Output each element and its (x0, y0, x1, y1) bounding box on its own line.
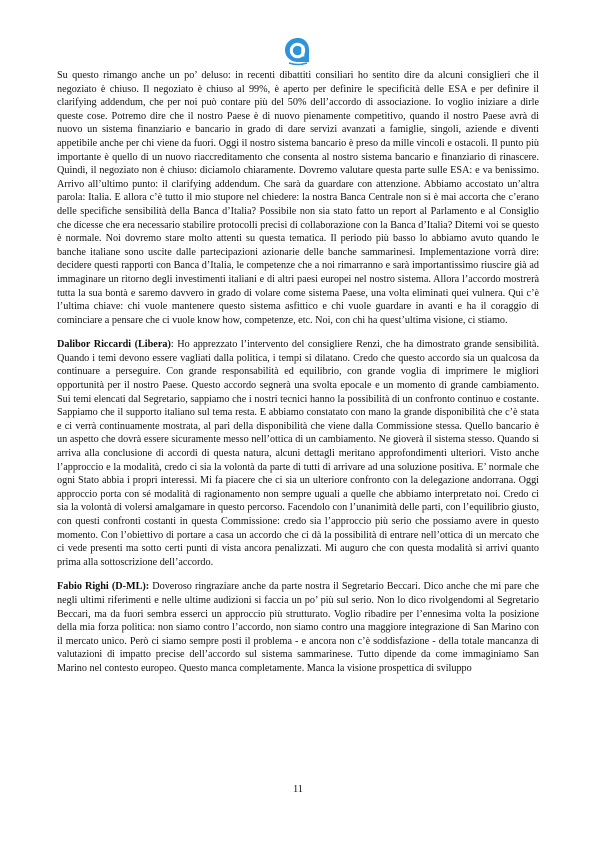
paragraph (57, 69, 539, 327)
a-logo-icon (283, 36, 313, 66)
paragraph (57, 338, 539, 569)
paragraph-text: : Ho apprezzato l’intervento del consigliere Renzi, che ha dimostrato grande sensibilità. Quando i temi devono essere vagliati dalla politica, i tempi si dilatano. Credo che questo accordo sia un qualcosa da continuare a perseguire. Con grande responsabilità ed equilibrio, con grande voglia di imprimere le migliori opportunità per il nostro Paese. Questo accordo segnerà una svolta epocale e un momento di grande cambiamento. Sui temi elencati dal Segretario, sappiamo che i nostri tecnici hanno la possibilità di un confronto continuo e costante. Sappiamo che il supporto italiano sul tema resta. E abbiamo constatato con mano la grande disponibilità che c’è stata e ci verrà continuamente mostrata, al pari della disponibilità che viene dalla Commissione stessa. Quello bancario è un aspetto che dovrà essere sicuramente messo nell’ottica di un cambiamento. Ne gioverà il sistema stesso. Quando si arriva alla conclusione di accordi di questa natura, alcuni dettagli meritano approfondimenti ulteriori. Visto anche l’approccio e la modalità, credo ci sia la volontà da parte di tutti di arrivare ad una soluzione positiva. E’ normale che ogni Stato abbia i propri interessi. Mi fa piacere che ci sia un ulteriore confronto con la delegazione andorrana. Oggi approccio porta con sé modalità di ragionamento non sempre uguali a quelle che abbiamo interpretato noi. Credo ci sia la volontà di volersi amalgamare in questo percorso. Facendolo con l’unanimità delle parti, con l’equilibrio giusto, con questi confronti costanti in questa Commissione: credo sia l’approccio più serio che possiamo avere in questo momento. Con l’obiettivo di portare a casa un accordo che ci dà la possibilità di entrare nell’ottica di un mercato che ci vede presenti ma sotto certi punti di vista ancora penalizzati. Mi auguro che con questa modalità si arrivi quanto prima alla sottoscrizione dell’accordo. (57, 339, 540, 568)
speaker-name: Fabio Righi (D-ML): (57, 581, 150, 593)
paragraph-text: Doveroso ringraziare anche da parte nostra il Segretario Beccari. Dico anche che mi pare che negli ultimi riferimenti e nelle ultime audizioni si faccia un po’ più sul serio. Non lo dico rivolgendomi al Segretario Beccari, ma da fuori sembra esserci un approccio più strutturato. Voglio ribadire per l’ennesima volta la posizione della mia forza politica: non siamo contro l’accordo, non siamo contro una maggiore integrazione di San Marino con il mercato unico. Però ci siamo sempre posti il problema - e ancora non c’è soddisfazione - della totale mancanza di valutazioni di impatto precise dell’accordo sul sistema sammarinese. Tutto dipende da come immaginiamo San Marino nel contesto europeo. Questo manca completamente. Manca la visione prospettica di sviluppo (57, 581, 539, 674)
page-number: 11 (292, 784, 304, 795)
paragraph-text: Su questo rimango anche un po’ deluso: in recenti dibattiti consiliari ho sentito dire da alcuni consiglieri che il negoziato è chiuso. Il negoziato è chiuso al 99%, è aperto per definire le specificità delle ESA e per definire il clarifying addendum, che per noi può contare più del 50% dell’accordo di associazione. Io voglio iniziare a dirle queste cose. Potremo dire che il nostro Paese è di nuovo pienamente competitivo, quando il nostro Paese avrà di nuovo un sistema finanziario e bancario in grado di dare servizi avanzati a famiglie, singoli, aziende e diventi appetibile anche per chi viene da fuori. Oggi il nostro sistema bancario è preso da mille vincoli e ostacoli. Il punto più importante è quello di un nuovo riaccreditamento che consenta al nostro sistema bancario e finanziario di rinascere. Quindi, il negoziato non è chiuso: diciamolo chiaramente. Dovremo valutare questa parte sulle ESA: e va benissimo. Arrivo all’ultimo punto: il clarifying addendum. Che sarà da guardare con attenzione. Abbiamo accostato un’altra parola: Italia. E allora c’è tutto il mio stupore nel chiedere: la nostra Banca Centrale non si è mai accorta che c’erano delle specifiche sensibilità della Banca d’Italia? Possibile non sia stato fatto un report al Parlamento e al Consiglio che dicesse che era necessario stabilire protocolli precisi di collaborazione con la Banca d’Italia? Ditemi voi se questo è normale. Noi dovremo stare molto attenti su questa tematica. Il periodo più basso lo abbiamo avuto quando le banche italiane sono uscite dalle partecipazioni azionarie delle banche sammarinesi. Implementazione vorrà dire: decidere questi rapporti con Banca d’Italia, le competenze che a noi rimarranno e sarà importantissimo riuscire già ad immaginare un ritorno degli investimenti italiani e di altri paesi europei nel nostro sistema. Allora l’accordo mostrerà tutta la sua bontà e saremo davvero in grado di volare come sistema Paese, una volta eliminati quei vulnera. Qui c’è l’ultima chiave: chi vuole mantenere questo sistema asfittico e chi vuole guardare in avanti e ha il coraggio di cominciare a pensare che ci vuole know how, competenze, etc. Noi, con chi ha quest’ultima visione, ci stiamo. (57, 70, 539, 326)
speaker-name: Dalibor Riccardi (Libera) (57, 339, 171, 351)
paragraph (57, 580, 539, 675)
document-body (57, 69, 539, 687)
